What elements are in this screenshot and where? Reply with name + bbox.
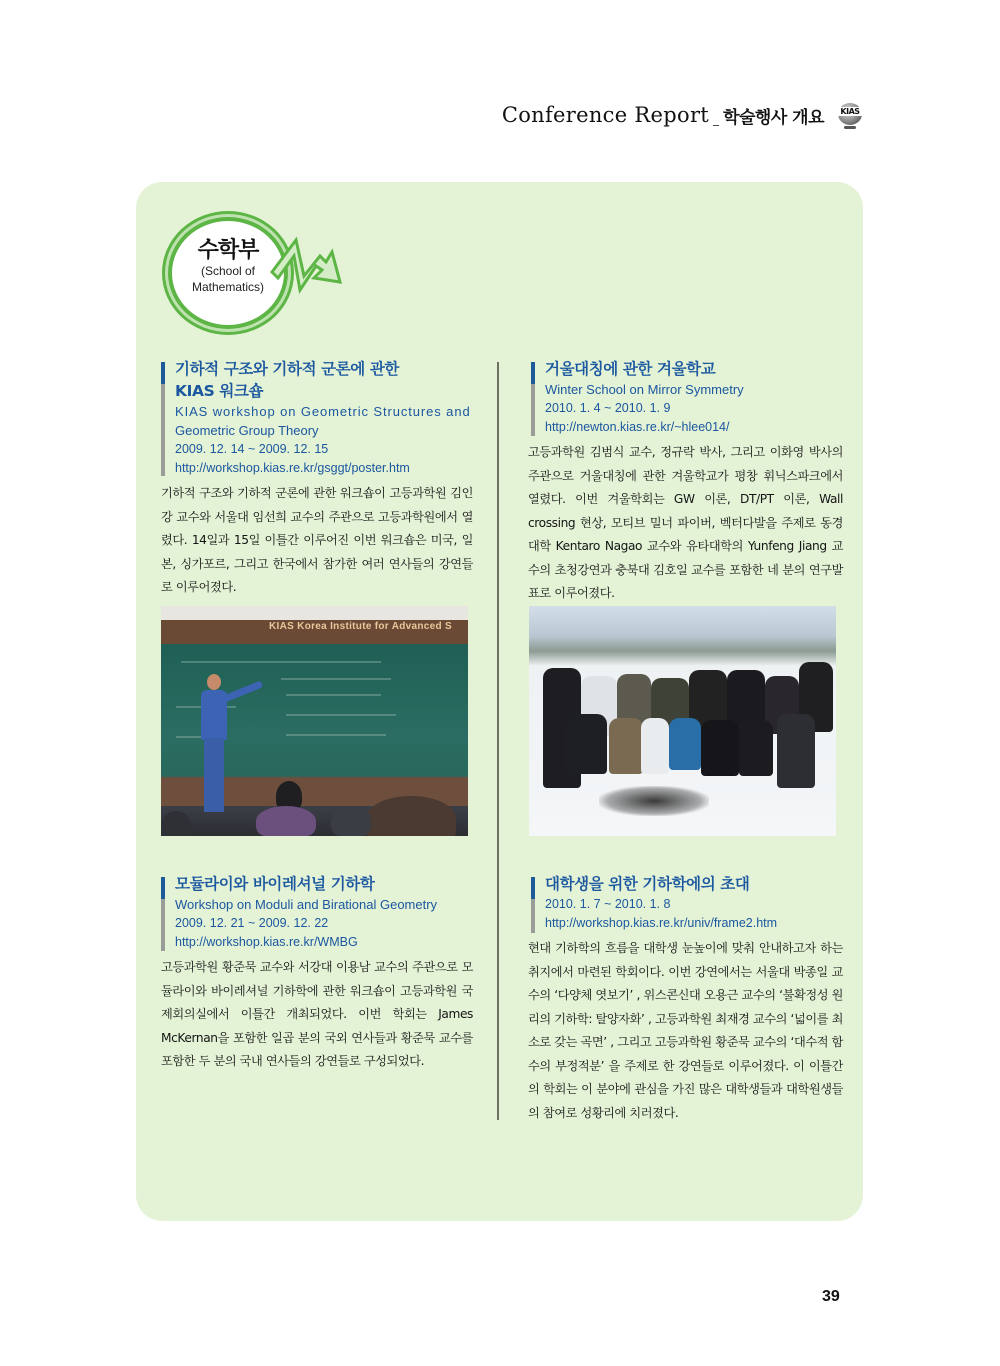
section-subtitle-line2: Mathematics) bbox=[191, 280, 265, 294]
page-number: 39 bbox=[822, 1288, 840, 1305]
article-subtitle: KIAS workshop on Geometric Structures and bbox=[175, 404, 471, 419]
article-header bbox=[161, 358, 473, 478]
article-mirror-symmetry bbox=[528, 358, 843, 606]
article-body: 고등과학원 김범식 교수, 정규락 박사, 그리고 이화영 박사의 주관으로 거울대칭에 관한 겨울학교가 평창 휘닉스파크에서 열렸다. 이번 겨울학회는 GW 이론, DT/PT 이론, Wall crossing 현상, 모티브 밀너 파이버, 벡터다발을 주제로 동경대학 Kentaro Nagao 교수와 유타대학의 Yunfeng Jiang 교수의 초청강연과 충북대 김호일 교수를 포함한 네 분의 연구발표로 이루어졌다. bbox=[528, 445, 843, 600]
page-header bbox=[502, 98, 864, 132]
meta-accent-bar bbox=[161, 899, 165, 951]
article-date: 2009. 12. 14 ~ 2009. 12. 15 bbox=[175, 442, 329, 456]
speaker-figure bbox=[201, 674, 227, 814]
zigzag-arrow-icon bbox=[270, 232, 350, 312]
article-geometric-structures bbox=[161, 358, 473, 600]
board-sign-text: KIAS Korea Institute for Advanced S bbox=[269, 621, 452, 632]
group-photo bbox=[529, 606, 836, 836]
article-subtitle: Geometric Group Theory bbox=[175, 423, 319, 438]
article-url-link[interactable]: http://workshop.kias.re.kr/univ/frame2.htm bbox=[545, 916, 778, 930]
header-title-en: Conference Report bbox=[501, 103, 710, 127]
header-separator: _ bbox=[713, 112, 720, 126]
column-divider bbox=[497, 362, 499, 1120]
article-body: 현대 기하학의 흐름을 대학생 눈높이에 맞춰 안내하고자 하는 취지에서 마련된 학회이다. 이번 강연에서는 서울대 박종일 교수의 ‘다양체 엿보기’ , 위스콘신대 오용근 교수의 ‘불확정성 원리의 기하학: 탈양자화’ , 고등과학원 최재경 교수의 ‘넓이를 최소로 갖는 곡면’ , 그리고 고등과학원 황준묵 교수의 ‘대수적 함수의 부정적분’ 을 주제로 한 강연들로 이루어졌다. 이 이틀간의 학회는 이 분야에 관심을 가진 많은 대학생들과 대학원생들의 참여로 성황리에 치러졌다. bbox=[528, 941, 843, 1120]
kias-logo-text: KIAS bbox=[836, 107, 864, 116]
article-subtitle: Workshop on Moduli and Birational Geometry bbox=[175, 897, 438, 912]
snow-shadow bbox=[599, 786, 709, 816]
article-body: 고등과학원 황준묵 교수와 서강대 이용남 교수의 주관으로 모듈라이와 바이레셔널 기하학에 관한 워크숍이 고등과학원 국제회의실에서 이틀간 개최되었다. 이번 학회는 James McKernan을 포함한 일곱 분의 국외 연사들과 황준묵 교수를 포함한 두 분의 국내 연사들의 강연들로 구성되었다. bbox=[161, 960, 473, 1068]
article-date: 2009. 12. 21 ~ 2009. 12. 22 bbox=[175, 916, 329, 930]
article-date: 2010. 1. 4 ~ 2010. 1. 9 bbox=[545, 401, 671, 415]
kias-logo-icon bbox=[836, 100, 864, 130]
article-title bbox=[545, 873, 843, 895]
title-accent-bar bbox=[531, 877, 535, 899]
section-subtitle-line1: (School of bbox=[200, 264, 256, 278]
article-title bbox=[545, 358, 843, 380]
meta-accent-bar bbox=[531, 384, 535, 436]
header-title-ko: 학술행사 개요 bbox=[723, 107, 824, 128]
article-header bbox=[531, 873, 843, 933]
article-header bbox=[161, 873, 473, 952]
article-header bbox=[531, 358, 843, 437]
article-url-link[interactable]: http://workshop.kias.re.kr/gsggt/poster.htm bbox=[175, 461, 410, 475]
article-url-link[interactable]: http://workshop.kias.re.kr/WMBG bbox=[175, 935, 358, 949]
title-accent-bar bbox=[531, 362, 535, 384]
article-title-line: 거울대칭에 관한 겨울학교 bbox=[545, 360, 716, 378]
title-accent-bar bbox=[161, 362, 165, 384]
article-title bbox=[175, 873, 473, 895]
article-title-line: 모듈라이와 바이레셔널 기하학 bbox=[175, 875, 375, 893]
article-geometry-for-undergrads bbox=[528, 873, 843, 1125]
article-title bbox=[175, 358, 473, 402]
article-body: 기하적 구조와 기하적 군론에 관한 워크숍이 고등과학원 김인강 교수와 서울대 임선희 교수의 주관으로 고등과학원에서 열렸다. 14일과 15일 이틀간 이루어진 이번 워크숍은 미국, 일본, 싱가포르, 그리고 한국에서 참가한 여러 연사들의 강연들로 이루어졌다. bbox=[161, 486, 473, 594]
article-subtitle: Winter School on Mirror Symmetry bbox=[545, 382, 744, 397]
meta-accent-bar bbox=[161, 384, 165, 476]
article-title-line: 기하적 구조와 기하적 군론에 관한 bbox=[175, 360, 400, 378]
meta-accent-bar bbox=[531, 899, 535, 933]
title-accent-bar bbox=[161, 877, 165, 899]
article-title-line: KIAS 워크숍 bbox=[175, 382, 264, 400]
logo-base bbox=[844, 126, 856, 129]
article-title-line: 대학생을 위한 기하학에의 초대 bbox=[545, 875, 750, 893]
section-title: 수학부 bbox=[197, 238, 259, 263]
article-moduli-birational bbox=[161, 873, 473, 1074]
lecture-photo bbox=[161, 606, 468, 836]
article-date: 2010. 1. 7 ~ 2010. 1. 8 bbox=[545, 897, 671, 911]
article-url-link[interactable]: http://newton.kias.re.kr/~hlee014/ bbox=[545, 420, 730, 434]
